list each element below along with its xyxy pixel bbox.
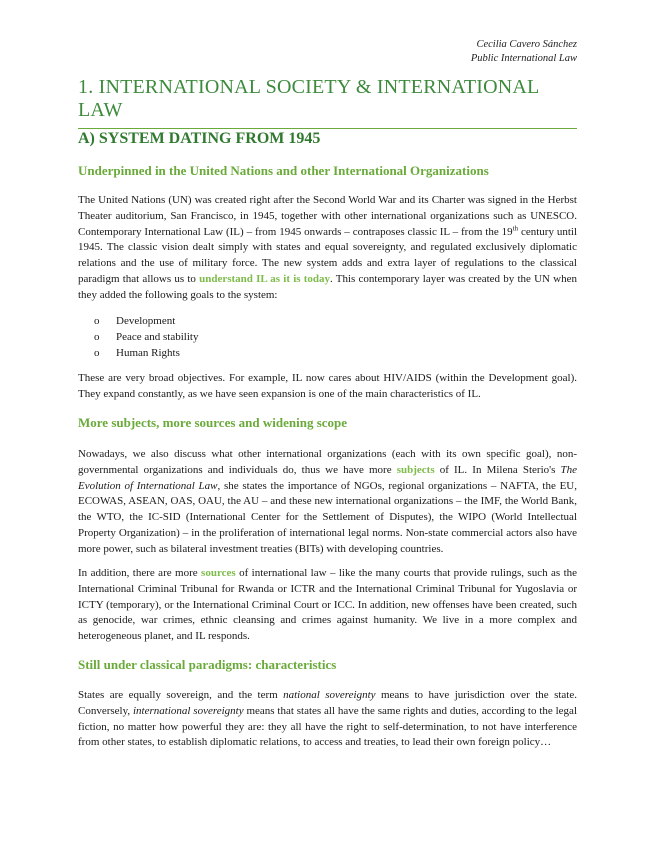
p5-text-b: means to have jurisdiction over the state. Conversely, (78, 689, 578, 717)
header-author: Cecilia Cavero Sánchez (476, 39, 577, 50)
p5-term-national: national sovereignty (283, 689, 376, 701)
paragraph-un-creation (78, 193, 577, 304)
page-header (471, 38, 577, 66)
p1-text-a: The United Nations (UN) was created right after the Second World War and its Charter was signed in the Herbst Theater auditorium, San Francisco, in 1945, together with other international organizations such as UNESCO. Contemporary International Law (IL) – from 1945 onwards – contraposes classic IL – from the 19 (78, 194, 577, 238)
p3-highlight: subjects (396, 463, 435, 476)
p3-text-c: , she states the importance of NGOs, regional organizations – NAFTA, the EU, ECOWAS, ASEAN, OAS, OAU, the AU – and these new international organizations – the IMF, the World Bank, the WTO, the IC-SID (International Center for the Settlement of Disputes), the WIPO (World Intellectual Property Organization) – in the proliferation of international legal norms. Non-state commercial actors also have more power, such as bilateral investment treaties (BITs) with developing countries. (78, 479, 577, 555)
subsection-heading-un: Underpinned in the United Nations and other International Organizations (78, 163, 489, 178)
p4-highlight: sources (201, 567, 236, 579)
goal-label: Development (116, 315, 176, 327)
list-item (94, 314, 198, 330)
header-course: Public International Law (470, 53, 577, 64)
p1-text-b: century until 1945. The classic vision dealt simply with states and equal sovereignty, and regulated exclusively diplomatic relations and the use of military force. The new system adds and extra layer of regulations to the classical paradigm that allows us to (78, 225, 578, 285)
bullet-icon: o (94, 330, 100, 343)
p1-superscript: th (512, 223, 519, 232)
paragraph-subjects (78, 447, 577, 558)
p4-text-a: In addition, there are more (78, 567, 202, 579)
section-title: A) SYSTEM DATING FROM 1945 (78, 130, 321, 147)
bullet-icon: o (94, 346, 100, 359)
subsection-heading-subjects: More subjects, more sources and widening scope (78, 415, 348, 430)
p3-text-b: of IL. In Milena Sterio's (434, 463, 561, 476)
p4-text-b: of international law – like the many courts that provide rulings, such as the International Criminal Tribunal for Rwanda or ICTR and the International Criminal Tribunal for Yugoslavia or ICTY (temporary), or the International Criminal Court or ICC. In addition, new offenses have been created, such as genocide, war crimes, ethnic cleansing and crimes against humanity. We live in a more complex and heterogeneous planet, and IL responds. (78, 567, 578, 643)
chapter-title: 1. INTERNATIONAL SOCIETY & INTERNATIONAL LAW (78, 76, 577, 129)
p3-book-title: The Evolution of International Law (78, 463, 578, 492)
paragraph-objectives: These are very broad objectives. For example, IL now cares about HIV/AIDS (within the Development goal). They expand constantly, as we have seen expansion is one of the main characteristics of IL. (78, 372, 577, 400)
p3-text-a: Nowadays, we also discuss what other international organizations (each with its own specific goal), non-governmental organizations and individuals do, thus we have more (78, 448, 577, 476)
p1-highlight: understand IL as it is today (199, 272, 331, 285)
bullet-icon: o (94, 315, 100, 327)
p5-text-a: States are equally sovereign, and the term (78, 689, 284, 701)
list-item (94, 330, 198, 346)
p5-text-c: means that states all have the same rights and duties, according to the legal fiction, no matter how powerful they are: they all have the right to self-determination, to not have interference from other states, to establish diplomatic relations, to access and treaties, to lead their own foreign policy… (78, 704, 577, 749)
goal-label: Peace and stability (116, 330, 199, 343)
p1-text-c: . This contemporary layer was created by the UN when they added the following goals to the system: (78, 272, 577, 301)
goal-label: Human Rights (116, 346, 180, 359)
list-item (94, 346, 198, 362)
goals-list (94, 314, 198, 361)
p5-term-international: international sovereignty (133, 704, 244, 717)
paragraph-sources (78, 566, 577, 645)
paragraph-sovereignty (78, 688, 577, 751)
subsection-heading-classical: Still under classical paradigms: characteristics (78, 657, 337, 672)
